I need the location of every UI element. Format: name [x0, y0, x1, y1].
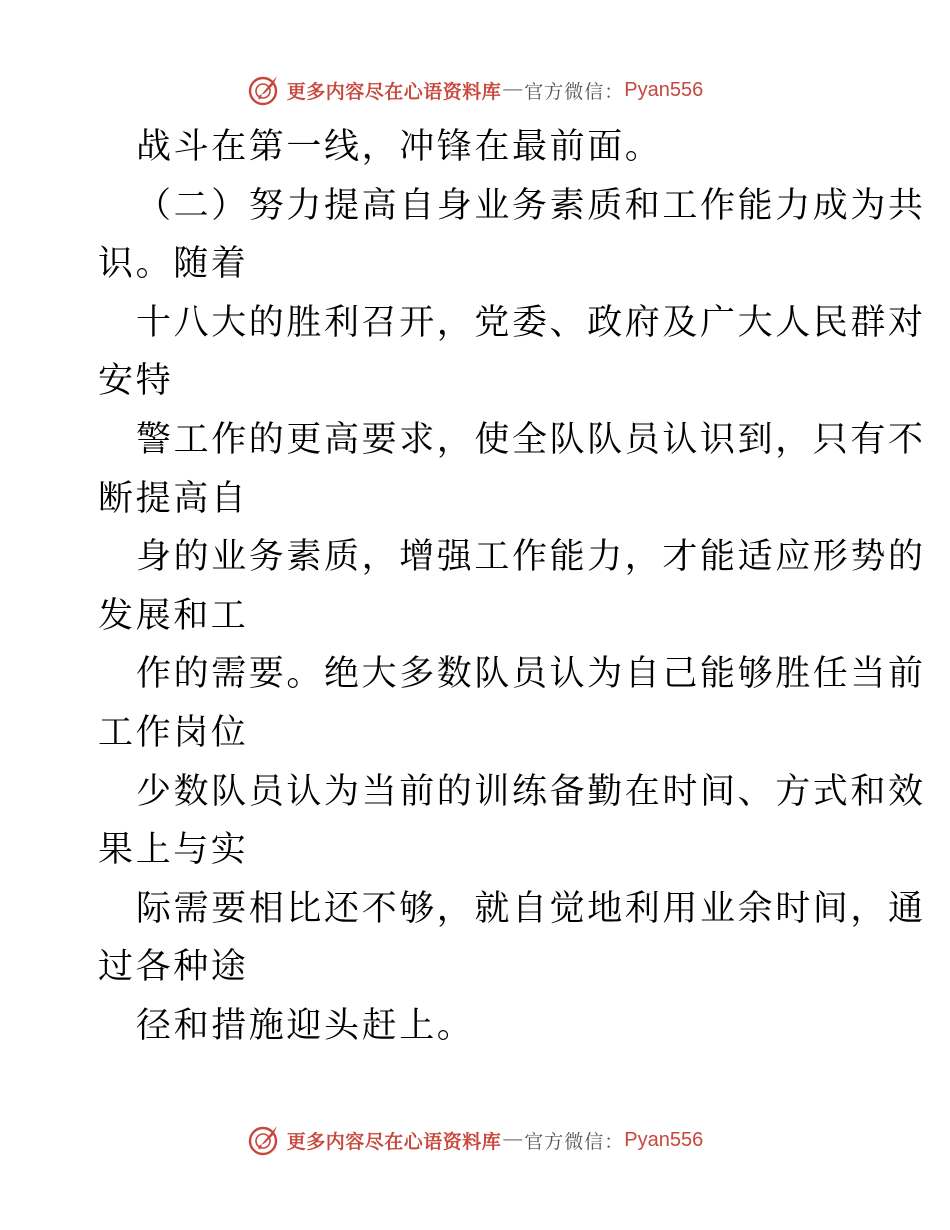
text-line: 十八大的胜利召开，党委、政府及广大人民群对 [136, 302, 926, 343]
text-line: 少数队员认为当前的训练备勤在时间、方式和效 [136, 771, 926, 812]
watermark-dash: — [503, 79, 523, 100]
watermark-message: 更多内容尽在心语资料库 [286, 1130, 502, 1153]
quill-logo-icon [247, 73, 281, 107]
watermark-message: 更多内容尽在心语资料库 [286, 80, 502, 103]
watermark-dash: — [503, 1129, 523, 1150]
header-watermark [0, 70, 950, 110]
text-line: 际需要相比还不够，就自觉地利用业余时间，通 [136, 888, 926, 929]
text-line: 过各种途 [98, 947, 249, 988]
text-line: 身的业务素质，增强工作能力，才能适应形势的 [136, 537, 926, 578]
watermark-wechat-id: Pyan556 [624, 1128, 704, 1151]
footer-watermark [0, 1120, 950, 1160]
watermark-wechat-label: 官方微信： [524, 1130, 625, 1153]
text-line: 识。随着 [98, 244, 249, 285]
text-line: 战斗在第一线，冲锋在最前面。 [136, 127, 663, 167]
text-line: 果上与实 [98, 830, 249, 871]
text-line: 安特 [98, 361, 174, 402]
text-line: 作的需要。绝大多数队员认为自己能够胜任当前 [136, 654, 926, 695]
text-line: （二）努力提高自身业务素质和工作能力成为共 [136, 185, 926, 226]
text-line: 工作岗位 [98, 712, 249, 753]
text-line: 警工作的更高要求，使全队队员认识到，只有不 [136, 419, 926, 460]
text-line: 断提高自 [98, 478, 249, 519]
text-line: 发展和工 [98, 595, 249, 636]
watermark-wechat-id: Pyan556 [624, 78, 704, 101]
watermark-wechat-label: 官方微信： [524, 80, 625, 103]
document-body [98, 118, 926, 1056]
quill-logo-icon [247, 1123, 281, 1157]
text-line: 径和措施迎头赶上。 [136, 1005, 475, 1046]
